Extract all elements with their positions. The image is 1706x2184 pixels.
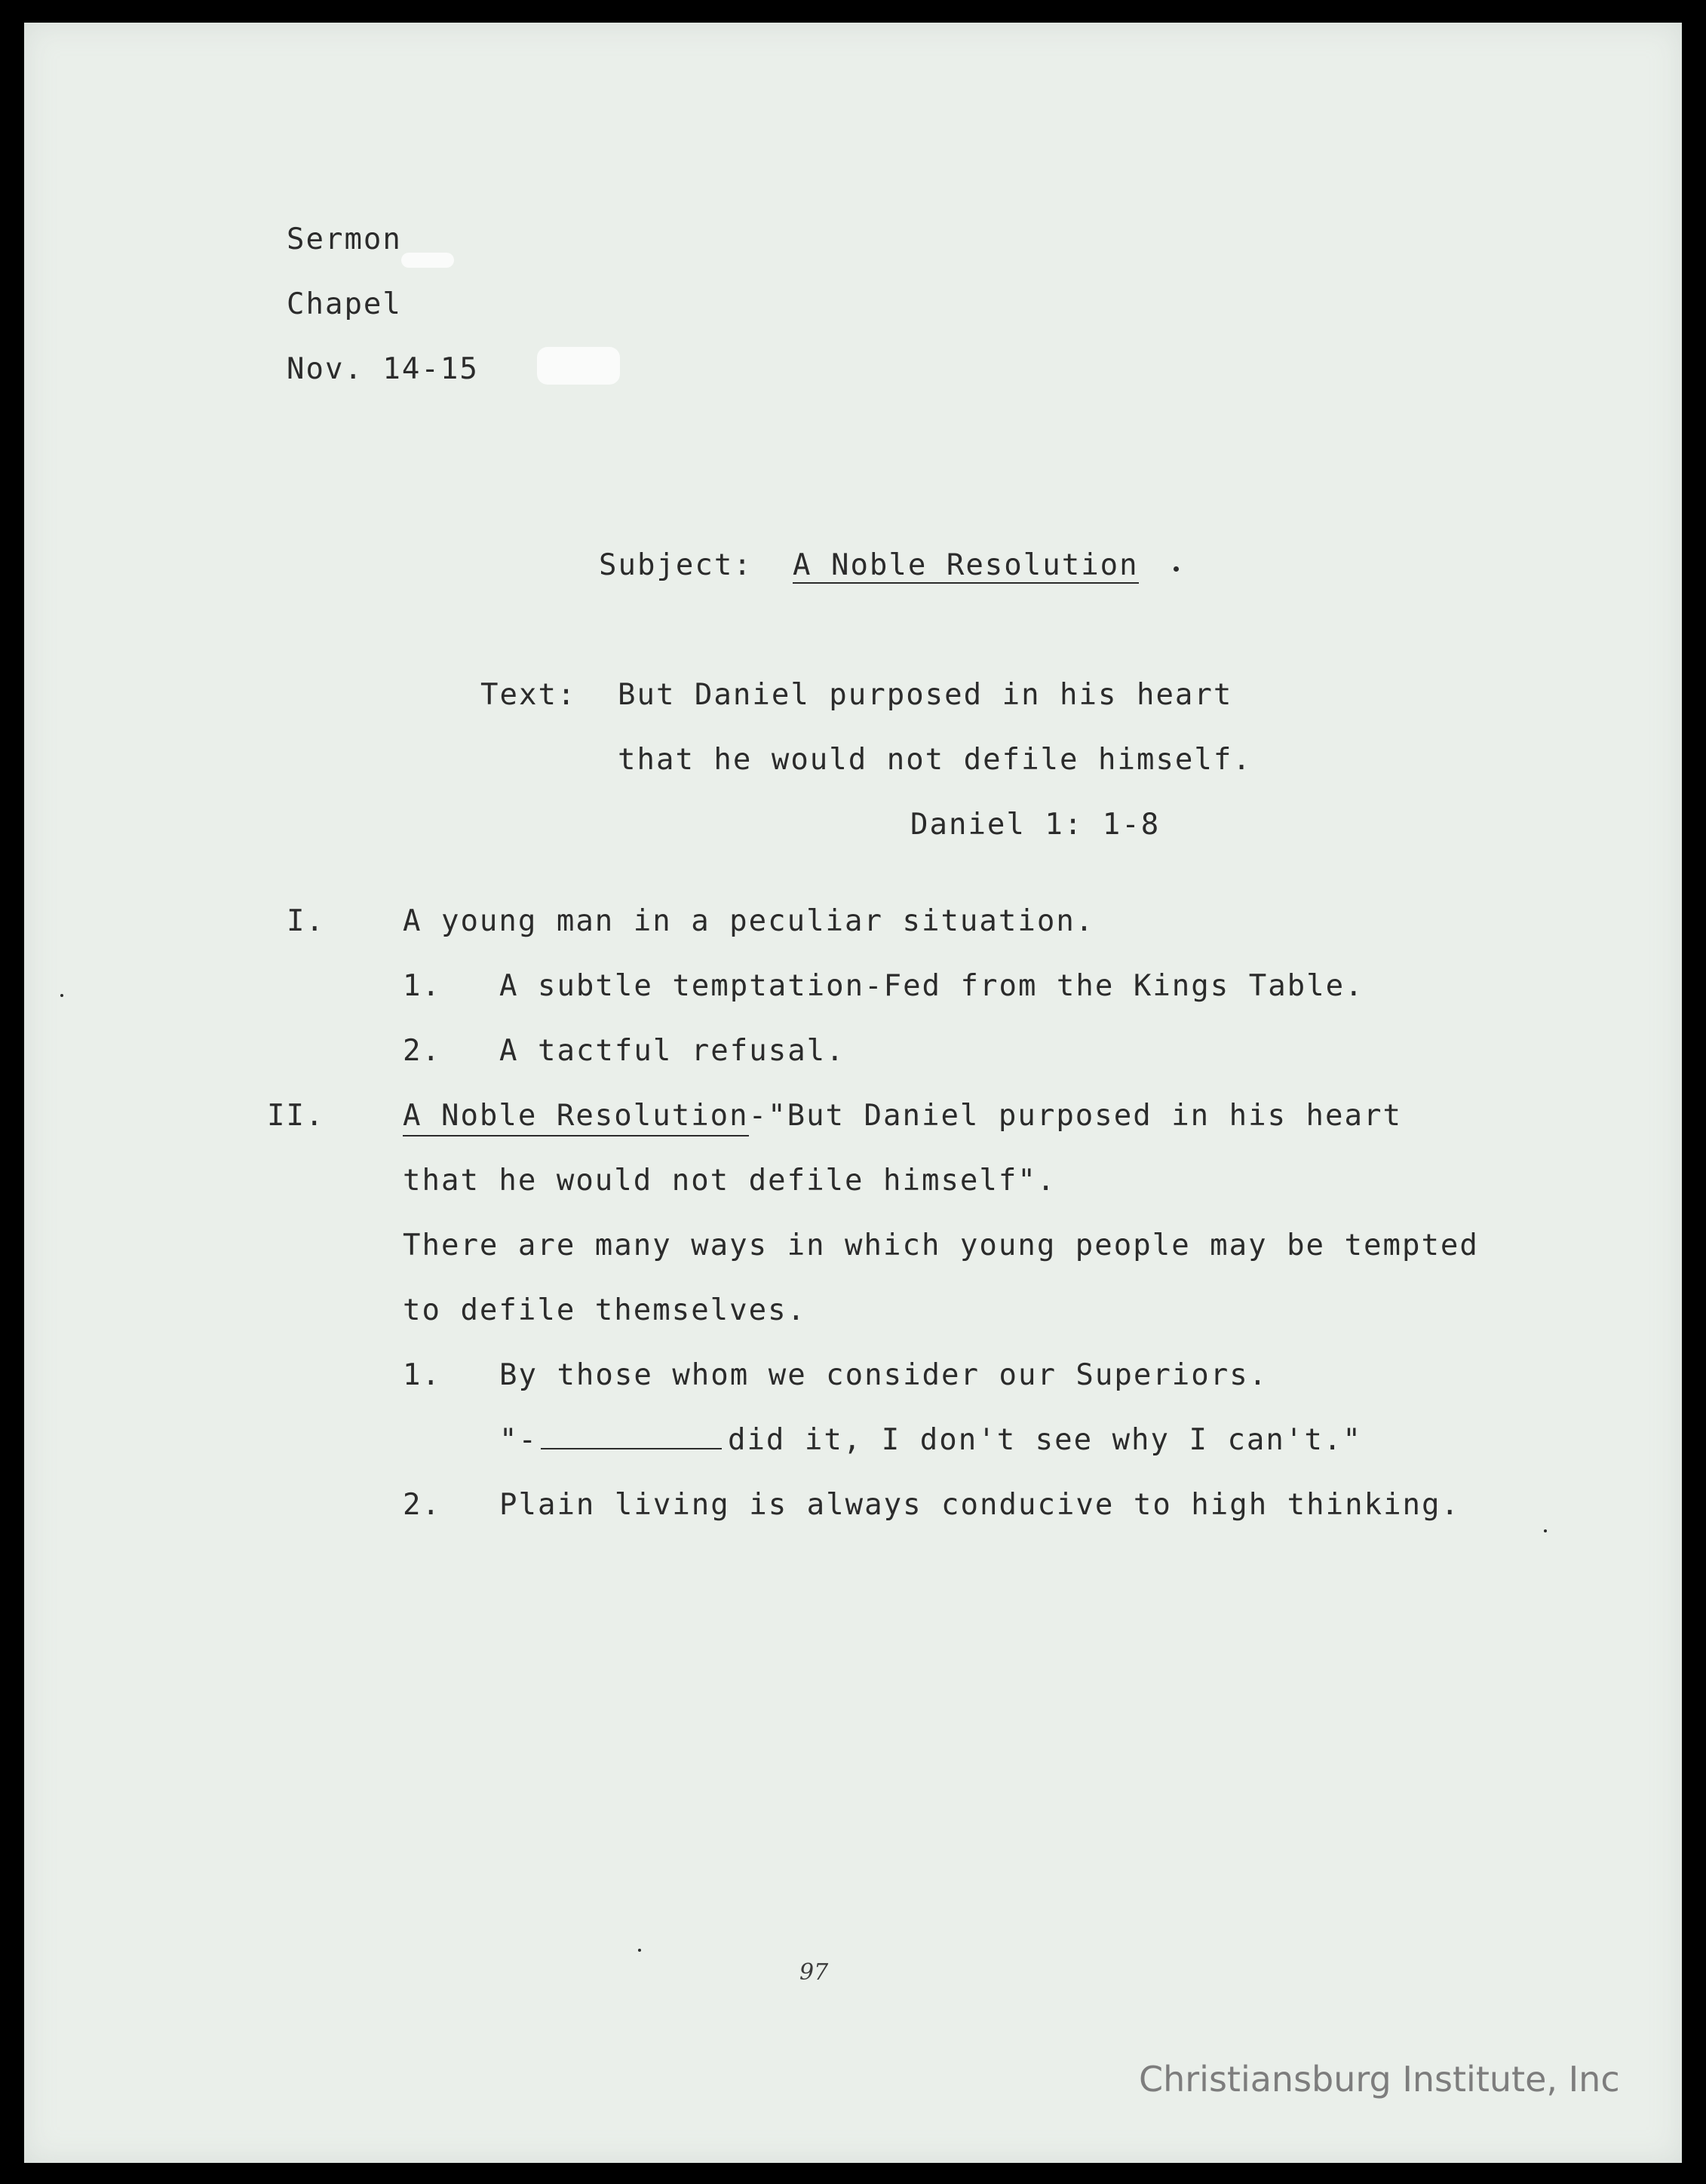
section-1-heading: A young man in a peculiar situation. [403, 904, 1095, 938]
text-line-1: But Daniel purposed in his heart [618, 678, 1233, 712]
header-sermon: Sermon [287, 222, 402, 256]
text-reference: Daniel 1: 1-8 [910, 808, 1161, 842]
section-2-point-1-text: By those whom we consider our Superiors. [499, 1358, 1269, 1392]
text-label: Text: [480, 678, 577, 712]
archive-watermark: Christiansburg Institute, Inc [1139, 2059, 1620, 2100]
typed-period [1174, 566, 1179, 572]
section-2-paragraph-line-1: There are many ways in which young people may be tempted [403, 1228, 1479, 1262]
section-2-heading-continued: that he would not defile himself". [403, 1164, 1057, 1198]
handwritten-page-number: 97 [799, 1959, 829, 1986]
quote-open: "- [499, 1423, 538, 1457]
section-1-numeral: I. [287, 904, 325, 938]
section-2-heading-rest: -"But Daniel purposed in his heart [748, 1099, 1402, 1133]
section-1-point-1-number: 1. [403, 969, 441, 1003]
section-2-heading [403, 1099, 1402, 1133]
section-2-point-1-number: 1. [403, 1358, 441, 1392]
paper-speck [1544, 1529, 1547, 1532]
section-2-point-2-text: Plain living is always conducive to high thinking. [499, 1488, 1460, 1522]
header-date: Nov. 14-15 [287, 352, 479, 386]
section-1-point-1-text: A subtle temptation-Fed from the Kings Table. [499, 969, 1364, 1003]
quote-rest: did it, I don't see why I can't." [727, 1423, 1362, 1457]
subject-label: Subject: [599, 548, 753, 582]
section-2-numeral: II. [267, 1099, 325, 1133]
section-2-heading-underlined: A Noble Resolution [403, 1099, 749, 1136]
whiteout-mark [401, 253, 454, 268]
paper-speck [638, 1949, 641, 1952]
section-2-quote [499, 1425, 1362, 1455]
blank-line [541, 1447, 722, 1449]
paper-speck [60, 994, 63, 997]
text-line-2: that he would not defile himself. [618, 743, 1252, 777]
header-chapel: Chapel [287, 287, 402, 321]
section-1-point-2-number: 2. [403, 1034, 441, 1068]
section-2-paragraph-line-2: to defile themselves. [403, 1293, 807, 1327]
section-2-point-2-number: 2. [403, 1488, 441, 1522]
paper-sheet [24, 23, 1682, 2163]
whiteout-mark [537, 347, 620, 385]
subject-title: A Noble Resolution [793, 548, 1139, 582]
section-1-point-2-text: A tactful refusal. [499, 1034, 845, 1068]
